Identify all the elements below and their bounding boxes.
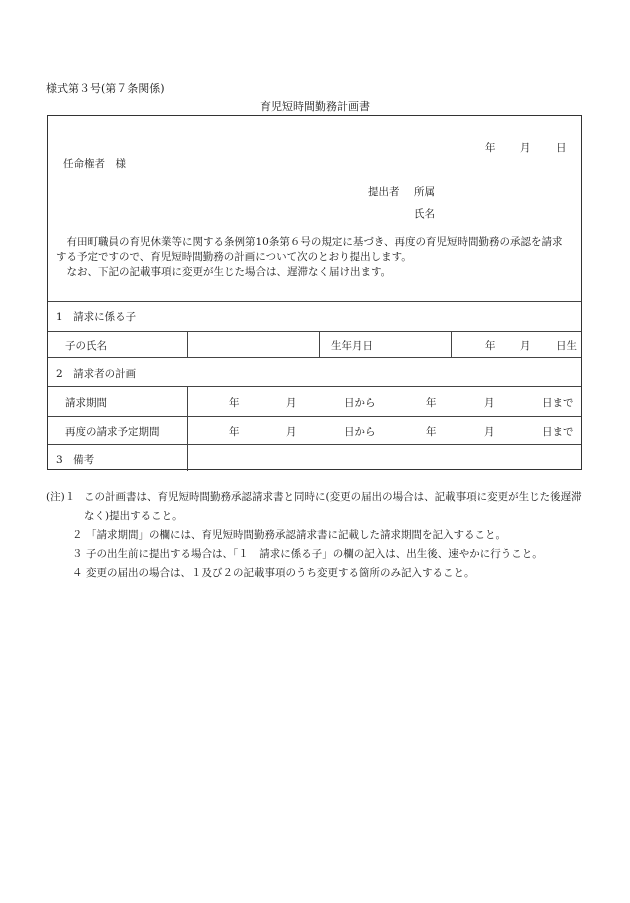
note-text: 「請求期間」の欄には、育児短時間勤務承認請求書に記載した請求期間を記入すること。 (86, 529, 506, 541)
divider (48, 357, 581, 358)
note-3 (46, 545, 586, 564)
note-marker: ３ (72, 548, 83, 560)
form-number: 様式第３号(第７条関係) (46, 82, 165, 95)
birth-year-label: 年 (485, 340, 496, 352)
addressee: 任命権者 様 (63, 158, 126, 170)
birth-month-label: 月 (520, 340, 531, 352)
affiliation-label: 所属 (414, 186, 435, 198)
rerequest-period-to-month[interactable]: 月 (484, 426, 495, 438)
request-period-to-year[interactable]: 年 (426, 397, 437, 409)
section-1-heading: 1 請求に係る子 (56, 311, 137, 323)
birth-day-label: 日生 (556, 340, 577, 352)
date-year-label: 年 (485, 142, 496, 154)
divider (187, 331, 188, 358)
plan-form (47, 115, 582, 470)
note-marker: (注)１ (46, 491, 76, 503)
request-period-to-day[interactable]: 日まで (542, 397, 574, 409)
submitter-label: 提出者 (368, 186, 400, 198)
divider (48, 331, 581, 332)
name-label: 氏名 (414, 208, 435, 220)
note-marker: ４ (72, 567, 83, 579)
rerequest-period-from-month[interactable]: 月 (286, 426, 297, 438)
divider (48, 444, 581, 445)
planned-rerequest-period-label: 再度の請求予定期間 (65, 426, 160, 438)
divider (48, 386, 581, 387)
note-text: 変更の届出の場合は、１及び２の記載事項のうち変更する箇所のみ記入すること。 (86, 567, 475, 579)
divider (187, 386, 188, 471)
request-period-from-day[interactable]: 日から (344, 397, 376, 409)
notes (46, 488, 586, 583)
note-4 (46, 564, 586, 583)
date-month-label: 月 (520, 142, 531, 154)
note-text: 子の出生前に提出する場合は、「１ 請求に係る子」の欄の記入は、出生後、速やかに行うこと。 (86, 548, 543, 560)
note-text: この計画書は、育児短時間勤務承認請求書と同時に(変更の届出の場合は、記載事項に変更が生じた後遅滞なく)提出すること。 (84, 491, 582, 522)
note-1 (46, 488, 586, 526)
note-marker: ２ (72, 529, 83, 541)
date-day-label: 日 (556, 142, 567, 154)
divider (319, 331, 320, 358)
request-period-from-month[interactable]: 月 (286, 397, 297, 409)
note-2 (46, 526, 586, 545)
request-period-label: 請求期間 (65, 397, 107, 409)
notice-paragraph: なお、下記の記載事項に変更が生じた場合は、遅滞なく届け出ます。 (66, 266, 392, 278)
request-period-from-year[interactable]: 年 (229, 397, 240, 409)
statement-paragraph: 有田町職員の育児休業等に関する条例第10条第６号の規定に基づき、再度の育児短時間勤務の承認を請求する予定ですので、育児短時間勤務の計画について次のとおり提出します。 (56, 236, 563, 263)
rerequest-period-to-day[interactable]: 日まで (542, 426, 574, 438)
request-period-to-month[interactable]: 月 (484, 397, 495, 409)
document-title: 育児短時間勤務計画書 (260, 100, 370, 113)
child-name-label: 子の氏名 (65, 340, 107, 352)
divider (48, 301, 581, 302)
rerequest-period-from-year[interactable]: 年 (229, 426, 240, 438)
section-3-heading: 3 備考 (56, 454, 95, 466)
divider (48, 416, 581, 417)
birthdate-label: 生年月日 (331, 340, 373, 352)
rerequest-period-to-year[interactable]: 年 (426, 426, 437, 438)
rerequest-period-from-day[interactable]: 日から (344, 426, 376, 438)
divider (451, 331, 452, 358)
section-2-heading: 2 請求者の計画 (56, 368, 137, 380)
